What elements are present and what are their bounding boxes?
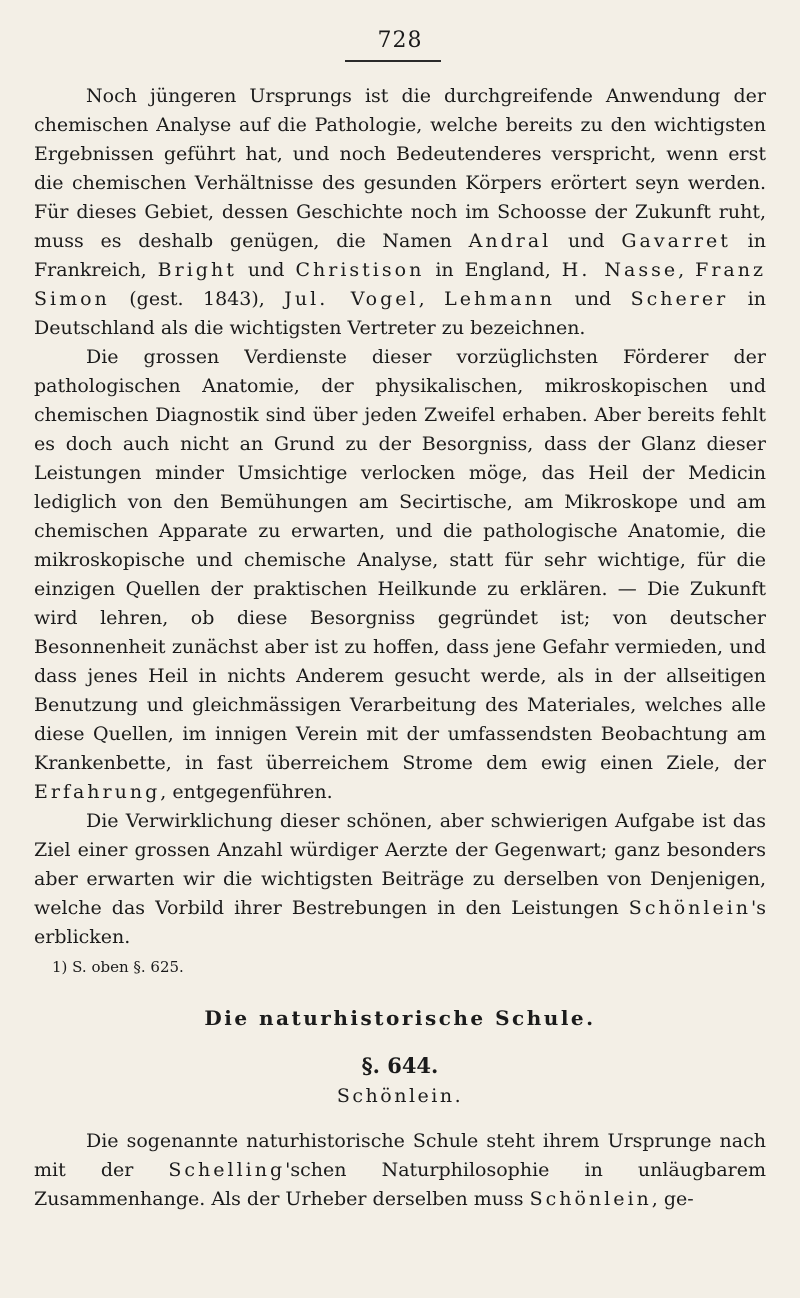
section-name: Schönlein. (336, 1085, 464, 1107)
emphasized-name: Lehmann (444, 288, 556, 310)
emphasized-name: Jul. Vogel (284, 288, 419, 310)
text-run: und (236, 259, 296, 281)
page-number-rule (345, 60, 441, 62)
footnote: 1) S. oben §. 625. (52, 958, 184, 976)
text-run: , ge- (651, 1188, 694, 1210)
section-title: Die naturhistorische Schule. (204, 1006, 596, 1030)
emphasized-name: Schelling (168, 1159, 286, 1181)
page-number: 728 (377, 28, 423, 53)
emphasized-name: Gavarret (621, 230, 731, 252)
section-number: §. 644. (361, 1053, 439, 1078)
text-run: in England, (424, 259, 562, 281)
page-content (34, 82, 766, 1214)
text-run: 'schen Naturphilosophie in unläugbarem Zusammenhange. Als der Urheber derselben muss (34, 1159, 766, 1210)
text-run: Die sogenannte naturhistorische Schule steht ihrem Ursprunge nach mit der (34, 1130, 766, 1181)
emphasized-name: H. Nasse (561, 259, 679, 281)
emphasized-name: Franz Simon (34, 259, 766, 310)
emphasized-name: Erfahrung (34, 781, 161, 803)
paragraph (34, 343, 766, 807)
text-run: Die grossen Verdienste dieser vorzüglichsten Förderer der pathologischen Anatomie, der physikalischen, mikroskopischen und chemischen Diagnostik sind über jeden Zweifel erhaben. Aber bereits fehlt es doch auch nicht an Grund zu der Besorgniss, dass der Glanz dieser Leistungen minder Umsichtige verlocken möge, das Heil der Medicin lediglich von den Bemühungen am Secirtische, am Mikroskope und am chemischen Apparate zu erwarten, und die pathologische Anatomie, die mikroskopische und chemische Analyse, statt für sehr wichtige, für die einzigen Quellen der praktischen Heilkunde zu erklären. — Die Zukunft wird lehren, ob diese Besorgniss gegründet ist; von deutscher Besonnenheit zunächst aber ist zu hoffen, dass jene Gefahr vermieden, und dass jenes Heil in nichts Anderem gesucht werde, als in der allseitigen Benutzung und gleichmässigen Verarbeitung des Materiales, welches alle diese Quellen, im innigen Verein mit der umfassendsten Beobachtung am Krankenbette, in fast überreichem Strome dem ewig einen Ziele, der (34, 346, 766, 774)
text-run: Noch jüngeren Ursprungs ist die durchgreifende Anwendung der chemischen Analyse auf die Pathologie, welche bereits zu den wichtigsten Ergebnissen geführt hat, und noch Bedeutenderes verspricht, wenn erst die chemischen Verhältnisse des gesunden Körpers erörtert seyn werden. Für dieses Gebiet, dessen Geschichte noch im Schoosse der Zukunft ruht, muss es deshalb genügen, die Namen (34, 85, 766, 252)
text-run: , (418, 288, 445, 310)
text-run: , (678, 259, 696, 281)
final-paragraph (34, 1127, 766, 1214)
emphasized-name: Andral (468, 230, 552, 252)
text-run: und (555, 288, 631, 310)
text-run: 's erblicken. (34, 897, 766, 948)
text-run: und (551, 230, 622, 252)
text-run: in Deutschland als die wichtigsten Vertreter zu bezeichnen. (34, 288, 766, 339)
paragraph (34, 82, 766, 343)
text-run: (gest. 1843), (109, 288, 285, 310)
emphasized-name: Christison (295, 259, 425, 281)
emphasized-name: Scherer (630, 288, 729, 310)
emphasized-name: Schönlein (529, 1188, 652, 1210)
text-run: Die Verwirklichung dieser schönen, aber schwierigen Aufgabe ist das Ziel einer grossen Anzahl würdiger Aerzte der Gegenwart; ganz besonders aber erwarten wir die wichtigsten Beiträge zu derselben von Denjenigen, welche das Vorbild ihrer Bestrebungen in den Leistungen (34, 810, 766, 919)
text-run: in Frankreich, (34, 230, 766, 281)
paragraph (34, 807, 766, 952)
text-run: , entgegenführen. (160, 781, 333, 803)
emphasized-name: Bright (157, 259, 237, 281)
emphasized-name: Schönlein (628, 897, 752, 919)
